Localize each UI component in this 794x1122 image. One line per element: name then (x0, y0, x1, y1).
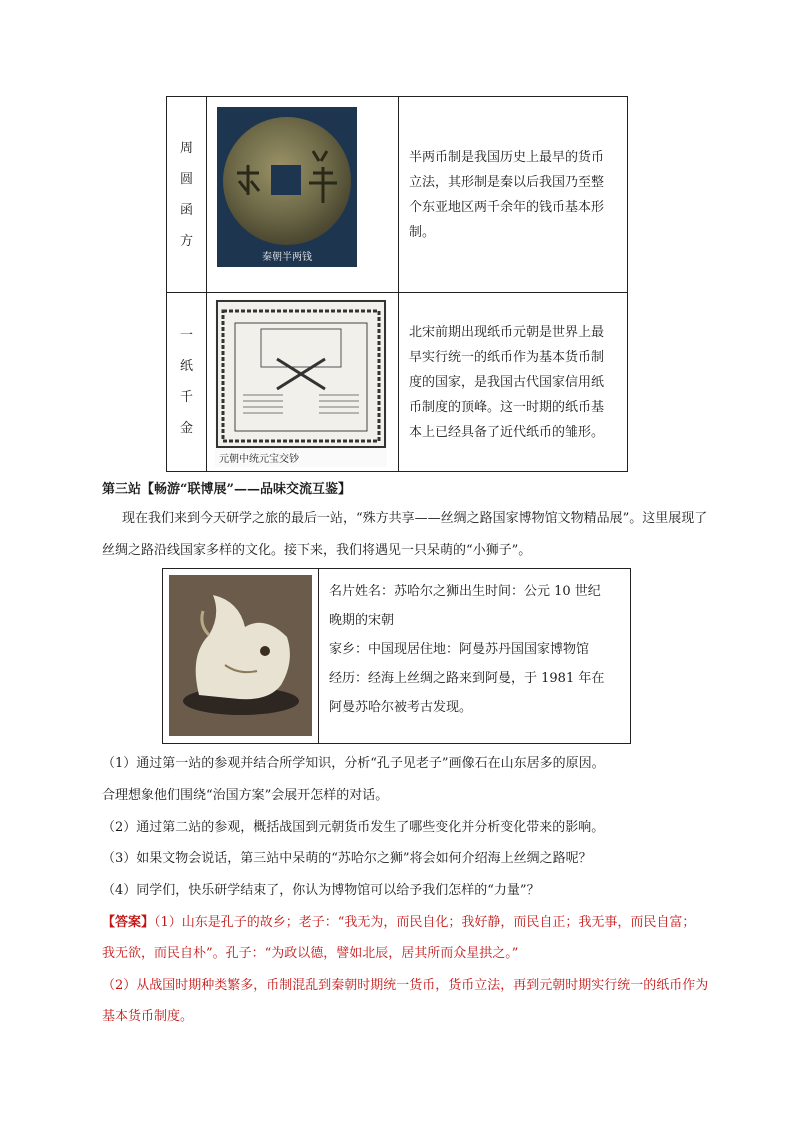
text-line: 本上已经具备了近代纸币的雏形。 (409, 424, 605, 440)
row-label (167, 97, 207, 292)
intro-paragraph-line: 丝绸之路沿线国家多样的文化。接下来，我们将遇见一只呆萌的“小狮子”。 (102, 543, 532, 558)
card-line: 名片姓名：苏哈尔之狮出生时间：公元 10 世纪 (329, 584, 601, 599)
currency-table (166, 96, 628, 472)
image-caption: 元朝中统元宝交钞 (219, 454, 299, 465)
answer-tag: 【答案】 (102, 915, 155, 930)
station3-heading: 第三站【畅游“联博展”——品味交流互鉴】 (102, 482, 351, 497)
text-line: 北宋前期出现纸币元朝是世界上最 (409, 324, 605, 340)
card-line: 家乡：中国现居住地：阿曼苏丹国国家博物馆 (329, 642, 590, 657)
yuan-banknote-image (215, 299, 387, 467)
text-line: 制。 (409, 224, 436, 240)
text-line: 个东亚地区两千余年的钱币基本形 (409, 199, 605, 215)
label-char: 方 (179, 233, 193, 249)
answer-line: 我无欲，而民自朴”。孔子：“为政以德，譬如北辰，居其所而众星拱之。” (102, 946, 519, 961)
text-line: 币制度的顶峰。这一时期的纸币基 (409, 399, 605, 415)
banliang-coin-image (217, 107, 357, 267)
image-caption: 秦朝半两钱 (262, 252, 312, 263)
description-cell (399, 97, 627, 292)
coin-drawing (217, 107, 357, 267)
table-row-coin (167, 97, 627, 293)
intro-paragraph-line: 现在我们来到今天研学之旅的最后一站，“殊方共享——丝绸之路国家博物馆文物精品展”。这里展现了 (122, 511, 708, 526)
question-2: （2）通过第二站的参观，概括战国到元朝货币发生了哪些变化并分析变化带来的影响。 (102, 820, 605, 835)
card-info (329, 577, 625, 722)
text-line: 度的国家，是我国古代国家信用纸 (409, 374, 605, 390)
banknote-drawing (215, 299, 387, 449)
card-divider (318, 569, 319, 743)
question-1: （1）通过第一站的参观并结合所学知识，分析“孔子见老子”画像石在山东居多的原因。 (102, 756, 605, 771)
description-cell (399, 293, 627, 471)
label-char: 金 (179, 421, 193, 436)
table-row-banknote (167, 293, 627, 471)
lion-drawing (169, 575, 312, 736)
suhar-lion-image (169, 575, 312, 736)
card-line: 阿曼苏哈尔被考古发现。 (329, 700, 473, 715)
label-char: 千 (179, 390, 193, 405)
label-char: 周 (179, 140, 193, 156)
card-line: 晚期的宋朝 (329, 613, 395, 628)
card-line: 经历：经海上丝绸之路来到阿曼，于 1981 年在 (329, 671, 605, 686)
question-1-continued: 合理想象他们围绕“治国方案”会展开怎样的对话。 (102, 788, 389, 803)
lion-name-card (162, 568, 631, 744)
text-line: 半两币制是我国历史上最早的货币 (409, 149, 605, 165)
answer-line (102, 911, 695, 930)
label-char: 纸 (179, 359, 193, 374)
answer-line: 基本货币制度。 (102, 1009, 194, 1024)
answer-line: （2）从战国时期种类繁多，币制混乱到秦朝时期统一货币，货币立法，再到元朝时期实行统一的纸币作为 (102, 978, 709, 993)
label-char: 圆 (179, 171, 193, 187)
question-4: （4）同学们，快乐研学结束了，你认为博物馆可以给予我们怎样的“力量”？ (102, 883, 540, 898)
label-char: 函 (179, 202, 193, 218)
text-line: 立法，其形制是秦以后我国乃至整 (409, 174, 605, 190)
row-label (167, 293, 207, 471)
question-3: （3）如果文物会说话，第三站中呆萌的“苏哈尔之狮”将会如何介绍海上丝绸之路呢？ (102, 851, 592, 866)
answer-text: （1）山东是孔子的故乡；老子：“我无为，而民自化；我好静，而民自正；我无事，而民自富； (154, 915, 696, 930)
banknote-image-cell (207, 293, 399, 471)
coin-image-cell (207, 97, 399, 292)
label-char: 一 (179, 328, 193, 343)
text-line: 早实行统一的纸币作为基本货币制 (409, 349, 605, 365)
